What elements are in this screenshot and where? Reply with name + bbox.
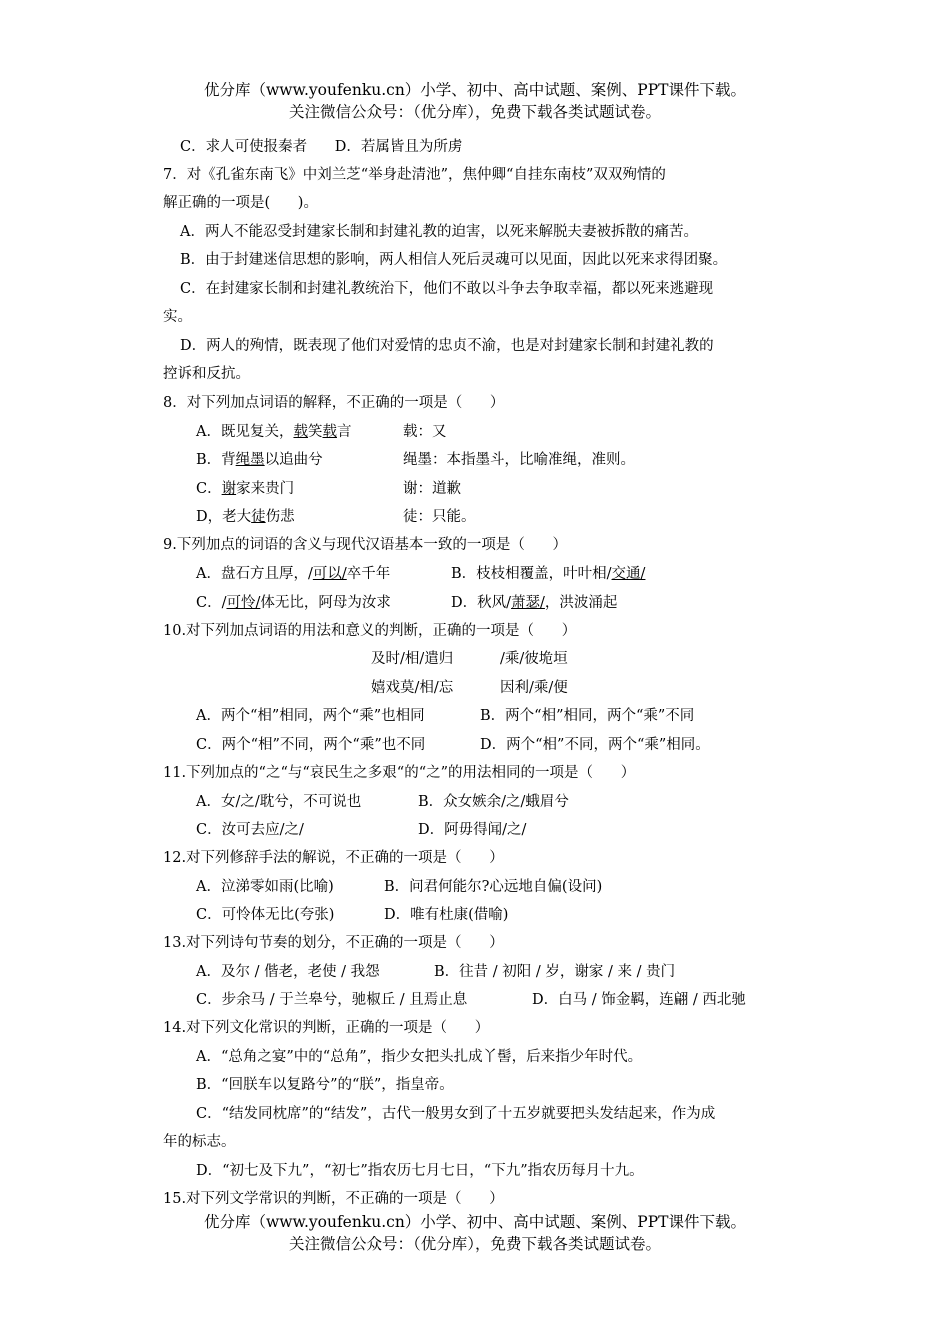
q15-stem: 15.对下列文学常识的判断，不正确的一项是（ ） — [163, 1191, 504, 1207]
dotted-word: 谢 — [221, 481, 237, 497]
q7-stem-line-2: 解正确的一项是( )。 — [163, 195, 318, 211]
q8-option-b: B．背绳墨以追曲兮 — [196, 452, 323, 468]
q14-option-c-line-2: 年的标志。 — [163, 1134, 236, 1150]
q10-example-2b: 因利/乘/便 — [500, 680, 568, 696]
q14-option-d: D．“初七及下九”，“初七”指农历七月七日，“下九”指农历每月十九。 — [196, 1163, 644, 1179]
q12-option-d: D．唯有杜康(借喻) — [384, 907, 509, 923]
q7-option-a: A．两人不能忍受封建家长制和封建礼教的迫害，以死来解脱夫妻被拆散的痛苦。 — [180, 224, 698, 240]
q10-option-d: D．两个“相”不同，两个“乘”相同。 — [480, 737, 710, 753]
q11-option-d: D．阿毋得闻/之/ — [418, 822, 527, 838]
q13-option-b: B．往昔 / 初阳 / 岁，谢家 / 来 / 贵门 — [434, 964, 676, 980]
q10-example-1b: /乘/彼垝垣 — [500, 651, 568, 667]
q8-option-d: D，老大徒伤悲 — [196, 509, 295, 525]
q12-stem: 12.对下列修辞手法的解说，不正确的一项是（ ） — [163, 850, 504, 866]
q8-stem: 8．对下列加点词语的解释，不正确的一项是（ ） — [163, 395, 505, 411]
header-line-2: 关注微信公众号：（优分库），免费下载各类试题试卷。 — [288, 103, 661, 121]
q14-stem: 14.对下列文化常识的判断，正确的一项是（ ） — [163, 1020, 490, 1036]
footer-line-1: 优分库（www.youfenku.cn）小学、初中、高中试题、案例、PPT课件下载。 — [203, 1213, 747, 1231]
q6-options-cd: C．求人可使报秦者 D．若属皆且为所虏 — [180, 139, 463, 155]
q11-option-a: A．女/之/耽兮，不可说也 — [196, 794, 362, 810]
q9-option-a: A．盘石方且厚，/可以/卒千年 — [196, 566, 391, 582]
q12-option-a: A．泣涕零如雨(比喻) — [196, 879, 334, 895]
dotted-word: 可怜/ — [226, 595, 261, 611]
dotted-word: 可以/ — [312, 566, 347, 582]
footer-line-2: 关注微信公众号：（优分库），免费下载各类试题试卷。 — [288, 1235, 661, 1253]
q8-gloss-a: 载：又 — [403, 424, 447, 440]
q7-option-d-line-2: 控诉和反抗。 — [163, 366, 250, 382]
dotted-word: 徒 — [251, 509, 266, 525]
q13-stem: 13.对下列诗句节奏的划分，不正确的一项是（ ） — [163, 935, 504, 951]
q11-stem: 11.下列加点的“之“与“哀民生之多艰“的“之”的用法相同的一项是（ ） — [163, 765, 636, 781]
q14-option-b: B．“回朕车以复路兮”的“朕”，指皇帝。 — [196, 1077, 454, 1093]
q9-option-d: D．秋风/萧瑟/，洪波涌起 — [451, 595, 618, 611]
q10-option-c: C．两个“相”不同，两个“乘”也不同 — [196, 737, 426, 753]
q8-option-a: A．既见复关，载笑载言 — [196, 424, 352, 440]
q13-option-c: C．步余马 / 于兰皋兮，驰椒丘 / 且焉止息 — [196, 992, 468, 1008]
dotted-word: 载 — [293, 424, 308, 440]
q10-option-b: B．两个“相”相同，两个“乘”不同 — [480, 708, 695, 724]
header-line-1: 优分库（www.youfenku.cn）小学、初中、高中试题、案例、PPT课件下载。 — [203, 81, 747, 99]
dotted-word: 载 — [322, 424, 337, 440]
q14-option-c-line-1: C．“结发同枕席”的“结发”，古代一般男女到了十五岁就要把头发结起来，作为成 — [196, 1106, 716, 1122]
q8-gloss-c: 谢：道歉 — [403, 481, 461, 497]
dotted-word: 绳墨 — [235, 452, 265, 468]
q10-option-a: A．两个“相”相同，两个“乘”也相同 — [196, 708, 425, 724]
q11-option-c: C．汝可去应/之/ — [196, 822, 304, 838]
q8-option-c: C．谢家来贵门 — [196, 481, 295, 497]
q7-option-c-line-2: 实。 — [163, 309, 192, 325]
q7-stem-line-1: 7．对《孔雀东南飞》中刘兰芝“举身赴清池”，焦仲卿“自挂东南枝”双双殉情的 — [163, 167, 666, 183]
q12-option-c: C．可怜体无比(夸张) — [196, 907, 335, 923]
q9-option-b: B．枝枝相覆盖，叶叶相/交通/ — [451, 566, 646, 582]
q7-option-d-line-1: D．两人的殉情，既表现了他们对爱情的忠贞不渝，也是对封建家长制和封建礼教的 — [180, 338, 714, 354]
q7-option-b: B．由于封建迷信思想的影响，两人相信人死后灵魂可以见面，因此以死来求得团聚。 — [180, 252, 728, 268]
q13-option-d: D．白马 / 饰金羁，连翩 / 西北驰 — [532, 992, 746, 1008]
q10-example-2a: 嬉戏莫/相/忘 — [371, 680, 454, 696]
q12-option-b: B．问君何能尔?心远地自偏(设问) — [384, 879, 603, 895]
q14-option-a: A．“总角之宴”中的“总角”，指少女把头扎成丫髻，后来指少年时代。 — [196, 1049, 643, 1065]
q13-option-a: A．及尔 / 偕老，老使 / 我怨 — [196, 964, 380, 980]
q7-option-c-line-1: C．在封建家长制和封建礼教统治下，他们不敢以斗争去争取幸福，都以死来逃避现 — [180, 281, 714, 297]
q9-stem: 9.下列加点的词语的含义与现代汉语基本一致的一项是（ ） — [163, 537, 567, 553]
q8-gloss-b: 绳墨：本指墨斗，比喻准绳，准则。 — [403, 452, 635, 468]
q11-option-b: B．众女嫉余/之/蛾眉兮 — [418, 794, 569, 810]
q10-example-1a: 及时/相/遣归 — [371, 651, 454, 667]
dotted-word: 交通/ — [611, 566, 646, 582]
dotted-word: 萧瑟/ — [511, 595, 545, 611]
q9-option-c: C．/可怜/体无比，阿母为汝求 — [196, 595, 391, 611]
q10-stem: 10.对下列加点词语的用法和意义的判断，正确的一项是（ ） — [163, 623, 577, 639]
q8-gloss-d: 徒：只能。 — [403, 509, 476, 525]
